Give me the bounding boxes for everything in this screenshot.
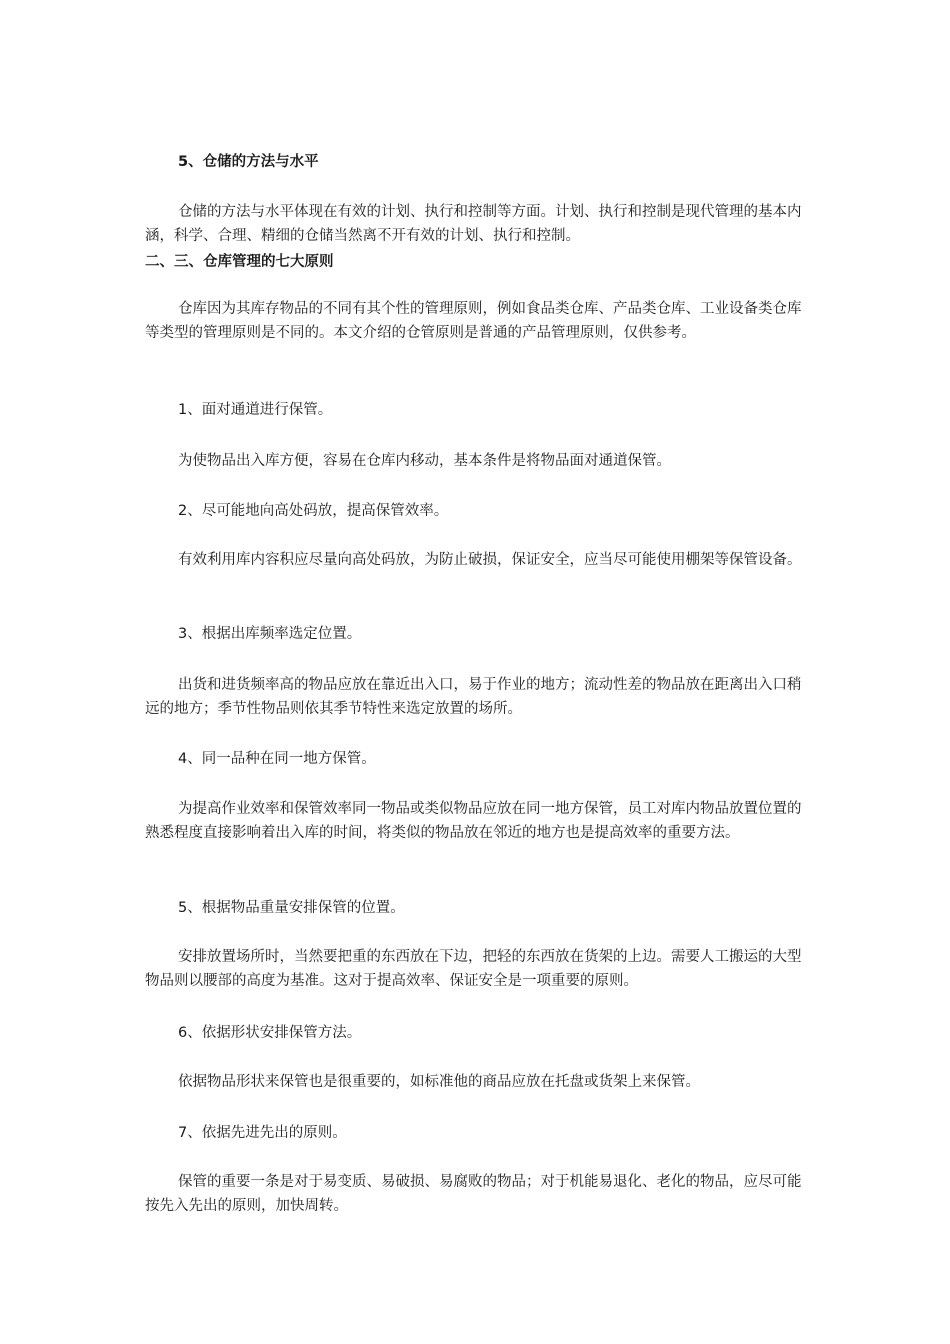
principle-5-text: 安排放置场所时，当然要把重的东西放在下边，把轻的东西放在货架的上边。需要人工搬运的大型物品则以腰部的高度为基准。这对于提高效率、保证安全是一项重要的原则。	[145, 949, 802, 989]
principle-5-heading: 5、根据物品重量安排保管的位置。	[178, 900, 405, 916]
principle-6-text: 依据物品形状来保管也是很重要的，如标准他的商品应放在托盘或货架上来保管。	[178, 1074, 700, 1090]
principle-2-text: 有效利用库内容积应尽量向高处码放，为防止破损，保证安全，应当尽可能使用棚架等保管设备。	[178, 552, 802, 568]
principle-6-heading: 6、依据形状安排保管方法。	[178, 1025, 362, 1041]
principle-1-text: 为使物品出入库方便，容易在仓库内移动，基本条件是将物品面对通道保管。	[178, 453, 671, 469]
principle-7-text: 保管的重要一条是对于易变质、易破损、易腐败的物品；对于机能易退化、老化的物品，应尽可能按先入先出的原则，加快周转。	[145, 1174, 802, 1214]
principle-4-text: 为提高作业效率和保管效率同一物品或类似物品应放在同一地方保管，员工对库内物品放置位置的熟悉程度直接影响着出入库的时间，将类似的物品放在邻近的地方也是提高效率的重要方法。	[145, 801, 802, 841]
principle-2-heading: 2、尽可能地向高处码放，提高保管效率。	[178, 503, 449, 519]
principle-3-heading: 3、根据出库频率选定位置。	[178, 626, 362, 642]
section-heading-seven-principles: 二、三、仓库管理的七大原则	[145, 254, 334, 270]
principle-7-heading: 7、依据先进先出的原则。	[178, 1125, 347, 1141]
paragraph-storage-method: 仓储的方法与水平体现在有效的计划、执行和控制等方面。计划、执行和控制是现代管理的基本内涵，科学、合理、精细的仓储当然离不开有效的计划、执行和控制。	[145, 204, 802, 244]
principle-1-heading: 1、面对通道进行保管。	[178, 402, 333, 418]
paragraph-principles-intro: 仓库因为其库存物品的不同有其个性的管理原则，例如食品类仓库、产品类仓库、工业设备类仓库等类型的管理原则是不同的。本文介绍的仓管原则是普通的产品管理原则，仅供参考。	[145, 301, 802, 341]
principle-3-text: 出货和进货频率高的物品应放在靠近出入口，易于作业的地方；流动性差的物品放在距离出入口稍远的地方；季节性物品则依其季节特性来选定放置的场所。	[145, 677, 802, 717]
section-heading-storage-method: 5、仓储的方法与水平	[178, 154, 319, 170]
principle-4-heading: 4、同一品种在同一地方保管。	[178, 751, 376, 767]
